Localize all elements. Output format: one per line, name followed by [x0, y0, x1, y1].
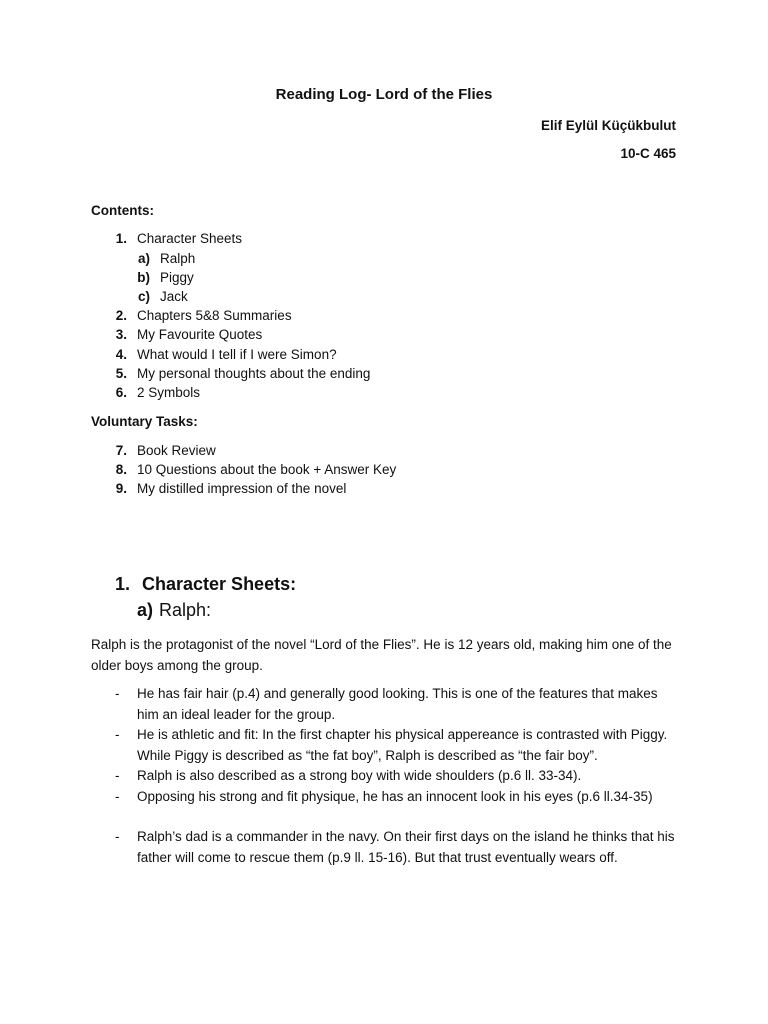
contents-item-text: What would I tell if I were Simon?	[137, 347, 337, 362]
bullet-text: Ralph is also described as a strong boy with wide shoulders (p.6 ll. 33-34).	[137, 768, 582, 783]
voluntary-tasks-heading: Voluntary Tasks:	[91, 414, 198, 429]
bullet-item	[115, 724, 682, 766]
contents-item-number: 4.	[115, 347, 127, 362]
contents-item-number: 2.	[115, 308, 127, 323]
bullet-item	[115, 683, 682, 725]
class-number: 10-C 465	[620, 146, 676, 161]
voluntary-item-text: My distilled impression of the novel	[137, 481, 347, 496]
contents-item-number: 1.	[115, 231, 127, 246]
bullet-item	[115, 786, 682, 807]
contents-item-number: 6.	[115, 385, 127, 400]
contents-subitem-letter: b)	[137, 270, 150, 285]
contents-item-number: 5.	[115, 366, 127, 381]
bullet-text: Ralph’s dad is a commander in the navy. On their first days on the island he thinks that his father will come to rescue them (p.9 ll. 15-16). But that trust eventually wears off.	[137, 829, 675, 865]
voluntary-item-number: 8.	[115, 462, 127, 477]
bullet-marker: -	[115, 768, 120, 783]
contents-item-text: My Favourite Quotes	[137, 327, 263, 342]
voluntary-item-number: 7.	[115, 443, 127, 458]
contents-item-text: My personal thoughts about the ending	[137, 366, 371, 381]
contents-subitem-letter: c)	[137, 289, 150, 304]
contents-subitem-text: Jack	[160, 289, 188, 304]
voluntary-item-text: Book Review	[137, 443, 216, 458]
bullet-text: He is athletic and fit: In the first chapter his physical appereance is contrasted with Piggy. While Piggy is described as “the fat boy”, Ralph is described as “the fair boy”.	[137, 727, 668, 763]
section-number: 1.	[115, 574, 131, 594]
voluntary-item-text: 10 Questions about the book + Answer Key	[137, 462, 397, 477]
bullet-marker: -	[115, 789, 120, 804]
bullet-marker: -	[115, 829, 120, 844]
bullet-marker: -	[115, 686, 120, 701]
document-title: Reading Log- Lord of the Flies	[275, 86, 493, 103]
contents-item-text: Character Sheets	[137, 231, 243, 246]
bullet-text: He has fair hair (p.4) and generally good looking. This is one of the features that makes him an ideal leader for the group.	[137, 686, 658, 722]
bullet-item	[115, 765, 682, 786]
contents-item-text: 2 Symbols	[137, 385, 201, 400]
ralph-intro-paragraph: Ralph is the protagonist of the novel “Lord of the Flies”. He is 12 years old, making him one of the older boys among the group.	[91, 637, 672, 673]
contents-item-number: 3.	[115, 327, 127, 342]
contents-subitem-text: Piggy	[160, 270, 194, 285]
contents-item-text: Chapters 5&8 Summaries	[137, 308, 292, 323]
contents-subitem-text: Ralph	[160, 251, 196, 266]
voluntary-item-number: 9.	[115, 481, 127, 496]
subsection-letter: a)	[137, 600, 154, 620]
bullet-item	[115, 826, 682, 868]
subsection-title: Ralph:	[159, 600, 212, 620]
bullet-marker: -	[115, 727, 120, 742]
section-heading-character-sheets	[115, 574, 296, 595]
bullet-text: Opposing his strong and fit physique, he has an innocent look in his eyes (p.6 ll.34-35)	[137, 789, 653, 804]
author-name: Elif Eylül Küçükbulut	[540, 118, 676, 133]
subsection-heading-ralph	[137, 600, 211, 621]
contents-heading: Contents:	[91, 203, 154, 218]
contents-subitem-letter: a)	[137, 251, 150, 266]
section-title: Character Sheets:	[142, 574, 297, 594]
